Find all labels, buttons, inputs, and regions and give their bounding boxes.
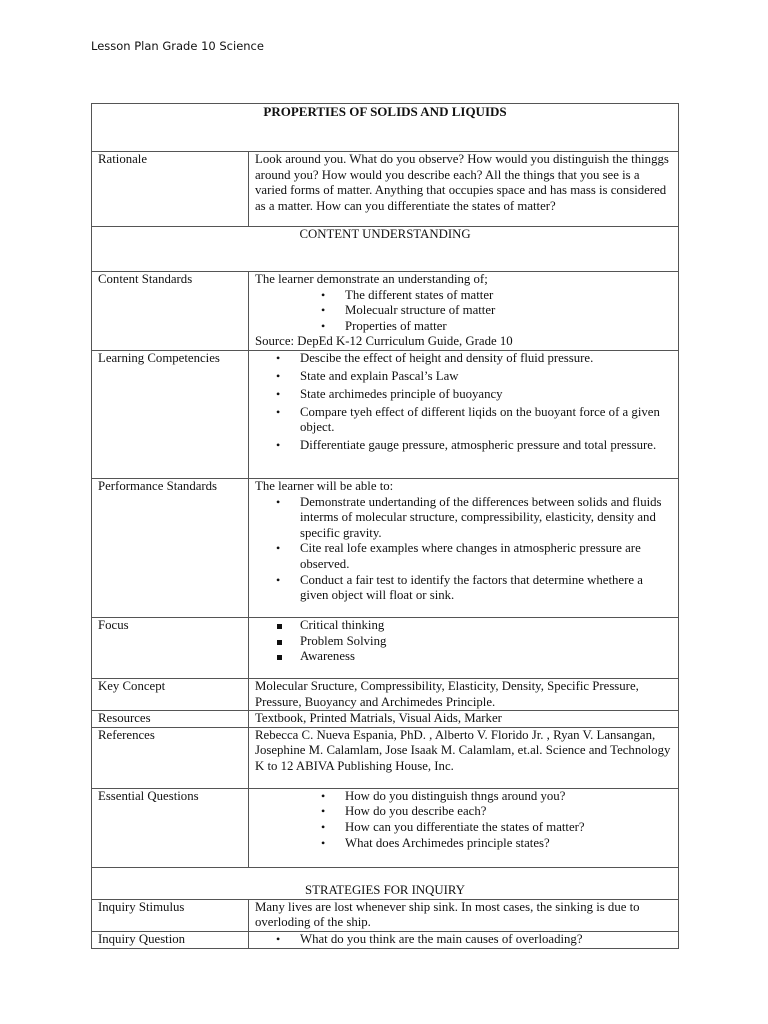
performance-standards-row [92,478,679,617]
list-item: • Cite real lofe examples where changes in atmospheric pressure are observed. [300,541,672,572]
list-item: • The different states of matter [345,288,672,304]
essential-questions-label: Essential Questions [92,788,249,867]
content-standards-row [92,272,679,351]
content-standards-intro: The learner demonstrate an understanding of; [255,272,488,286]
content-understanding-row [92,227,679,272]
performance-standards-label: Performance Standards [92,478,249,617]
references-label: References [92,727,249,788]
content-standards-source: Source: DepEd K-12 Curriculum Guide, Grade 10 [255,334,513,349]
rationale-label: Rationale [92,152,249,227]
focus-label: Focus [92,617,249,678]
list-item: • Compare tyeh effect of different liqids on the buoyant force of a given object. [300,405,672,436]
list-item: • Differentiate gauge pressure, atmospheric pressure and total pressure. [300,438,672,454]
resources-text: Textbook, Printed Matrials, Visual Aids, Marker [249,711,679,728]
list-item: • Demonstrate undertanding of the differences between solids and fluids interms of molecular structure, compressibility, elasticity, density and specific gravity. [300,495,672,542]
list-item: • Molecualr structure of matter [345,303,672,319]
learning-competencies-label: Learning Competencies [92,350,249,478]
list-item: • Descibe the effect of height and density of fluid pressure. [300,351,672,367]
essential-questions-cell [249,788,679,867]
list-item: • State and explain Pascal’s Law [300,369,672,385]
learning-competencies-cell [249,350,679,478]
list-item: • What do you think are the main causes of overloading? [300,932,672,948]
list-item: • State archimedes principle of buoyancy [300,387,672,403]
inquiry-stimulus-text: Many lives are lost whenever ship sink. In most cases, the sinking is due to overloding of the ship. [249,899,679,931]
focus-row [92,617,679,678]
list-item: • How do you distinguish thngs around you? [345,789,672,805]
resources-label: Resources [92,711,249,728]
list-item: • Conduct a fair test to identify the factors that determine whethere a given object will float or sink. [300,573,672,604]
list-item: • Properties of matter [345,319,672,335]
title-row [92,104,679,152]
inquiry-stimulus-label: Inquiry Stimulus [92,899,249,931]
performance-standards-cell [249,478,679,617]
inquiry-question-row [92,931,679,948]
page-header: Lesson Plan Grade 10 Science [91,39,264,53]
essential-questions-list [255,789,672,851]
content-understanding-heading: CONTENT UNDERSTANDING [92,227,679,272]
list-item: • How can you differentiate the states of matter? [345,820,672,836]
content-standards-cell [249,272,679,351]
performance-standards-intro: The learner will be able to: [255,478,394,493]
list-item: Problem Solving [300,634,672,650]
key-concept-text: Molecular Sructure, Compressibility, Elasticity, Density, Specific Pressure, Pressure, Buoyancy and Archimedes Principle. [249,678,679,710]
essential-questions-row [92,788,679,867]
strategies-row [92,867,679,899]
inquiry-question-cell [249,931,679,948]
list-item: Awareness [300,649,672,665]
content-standards-list [255,288,672,335]
strategies-heading: STRATEGIES FOR INQUIRY [92,867,679,899]
key-concept-row [92,678,679,710]
references-text: Rebecca C. Nueva Espania, PhD. , Alberto V. Florido Jr. , Ryan V. Lansangan, Josephine M. Calamlam, Jose Isaak M. Calamlam, et.al. Science and Technology K to 12 ABIVA Publishing House, Inc. [249,727,679,788]
focus-cell [249,617,679,678]
performance-standards-list [255,495,672,604]
rationale-text: Look around you. What do you observe? How would you distinguish the thinggs around you? How would you describe each? All the things that you see is a varied forms of matter. Anything that occupies space and has mass is considered as a matter. How can you differentiate the states of matter? [249,152,679,227]
resources-row [92,711,679,728]
list-item: • How do you describe each? [345,804,672,820]
inquiry-question-list [255,932,672,948]
list-item: • What does Archimedes principle states? [345,836,672,852]
references-row [92,727,679,788]
learning-competencies-list [255,351,672,454]
document-title: PROPERTIES OF SOLIDS AND LIQUIDS [92,104,679,152]
inquiry-question-label: Inquiry Question [92,931,249,948]
key-concept-label: Key Concept [92,678,249,710]
rationale-row [92,152,679,227]
focus-list [255,618,672,665]
list-item: Critical thinking [300,618,672,634]
content-standards-label: Content Standards [92,272,249,351]
learning-competencies-row [92,350,679,478]
lesson-plan-table [91,103,679,949]
inquiry-stimulus-row [92,899,679,931]
